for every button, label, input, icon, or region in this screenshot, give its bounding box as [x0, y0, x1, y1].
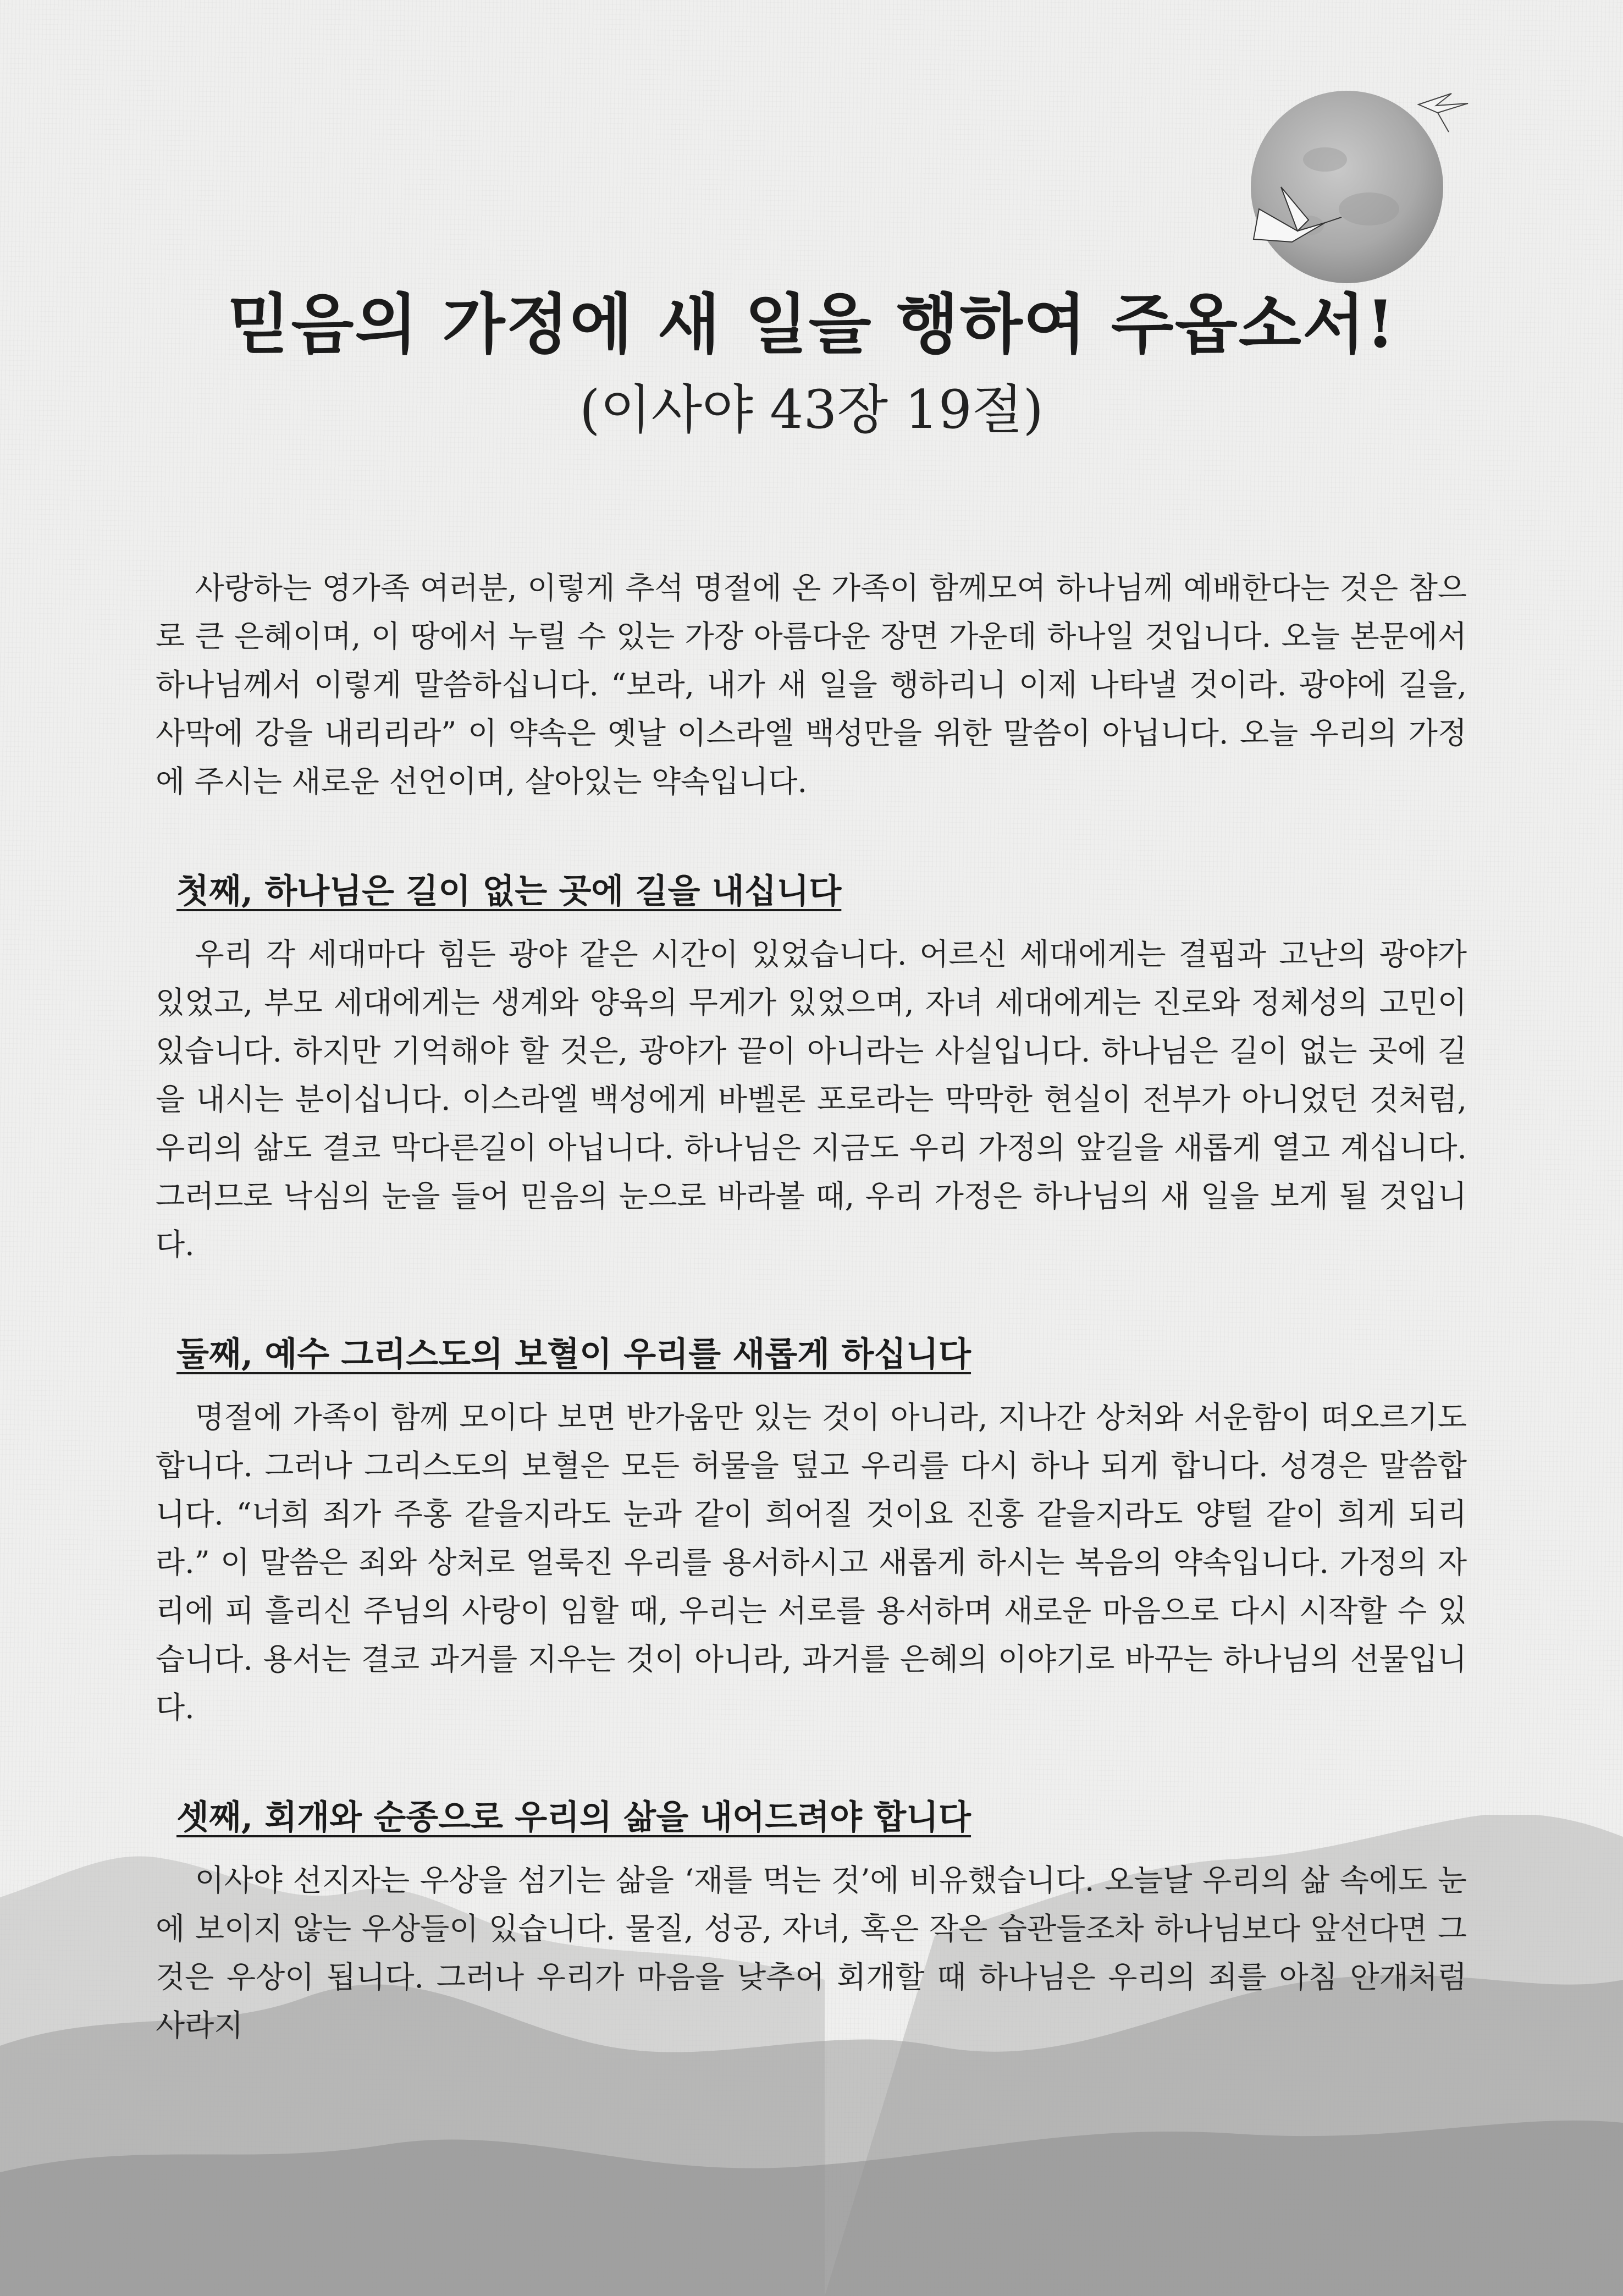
section-first: [156, 865, 1467, 1269]
section-heading-second: 둘째, 예수 그리스도의 보혈이 우리를 새롭게 하십니다: [176, 1335, 971, 1374]
crane-top: [1418, 93, 1468, 132]
section-body-second: 명절에 가족이 함께 모이다 보면 반가움만 있는 것이 아니라, 지나간 상처와 서운함이 떠오르기도 합니다. 그러나 그리스도의 보혈은 모든 허물을 덮고 우리를 다시 하나 되게 합니다. 성경은 말씀합니다. “너희 죄가 주홍 같을지라도 눈과 같이 희어질 것이요 진홍 같을지라도 양털 같이 희게 되리라.” 이 말씀은 죄와 상처로 얼룩진 우리를 용서하시고 새롭게 하시는 복음의 약속입니다. 가정의 자리에 피 흘리신 주님의 사랑이 임할 때, 우리는 서로를 용서하며 새로운 마음으로 다시 시작할 수 있습니다. 용서는 결코 과거를 지우는 것이 아니라, 과거를 은혜의 이야기로 바꾸는 하나님의 선물입니다.: [156, 1400, 1467, 1725]
page-title: 믿음의 가정에 새 일을 행하여 주옵소서!: [227, 286, 1396, 362]
section-body-first: 우리 각 세대마다 힘든 광야 같은 시간이 있었습니다. 어르신 세대에게는 결핍과 고난의 광야가 있었고, 부모 세대에게는 생계와 양육의 무게가 있었으며, 자녀 세대에게는 진로와 정체성의 고민이 있습니다. 하지만 기억해야 할 것은, 광야가 끝이 아니라는 사실입니다. 하나님은 길이 없는 곳에 길을 내시는 분이십니다. 이스라엘 백성에게 바벨론 포로라는 막막한 현실이 전부가 아니었던 것처럼, 우리의 삶도 결코 막다른길이 아닙니다. 하나님은 지금도 우리 가정의 앞길을 새롭게 열고 계십니다. 그러므로 낙심의 눈을 들어 믿음의 눈으로 바라볼 때, 우리 가정은 하나님의 새 일을 보게 될 것입니다.: [156, 937, 1467, 1262]
section-heading-third: 셋째, 회개와 순종으로 우리의 삶을 내어드려야 합니다: [176, 1798, 971, 1837]
section-body-third: 이사야 선지자는 우상을 섬기는 삶을 ‘재를 먹는 것’에 비유했습니다. 오늘날 우리의 삶 속에도 눈에 보이지 않는 우상들이 있습니다. 물질, 성공, 자녀, 혹은 작은 습관들조차 하나님보다 앞선다면 그것은 우상이 됩니다. 그러나 우리가 마음을 낮추어 회개할 때 하나님은 우리의 죄를 아침 안개처럼 사라지: [156, 1863, 1467, 2043]
intro-paragraph: 사랑하는 영가족 여러분, 이렇게 추석 명절에 온 가족이 함께모여 하나님께 예배한다는 것은 참으로 큰 은혜이며, 이 땅에서 누릴 수 있는 가장 아름다운 장면 가운데 하나일 것입니다. 오늘 본문에서 하나님께서 이렇게 말씀하십니다. “보라, 내가 새 일을 행하리니 이제 나타낼 것이라. 광야에 길을, 사막에 강을 내리리라” 이 약속은 옛날 이스라엘 백성만을 위한 말씀이 아닙니다. 오늘 우리의 가정에 주시는 새로운 선언이며, 살아있는 약속입니다.: [156, 570, 1467, 799]
scripture-reference: (이사야 43장 19절): [579, 379, 1044, 441]
section-third: [156, 1791, 1467, 2050]
sermon-body: [156, 564, 1467, 2109]
section-second: [156, 1328, 1467, 1732]
section-heading-first: 첫째, 하나님은 길이 없는 곳에 길을 내십니다: [176, 872, 842, 911]
full-moon: [1251, 91, 1443, 283]
